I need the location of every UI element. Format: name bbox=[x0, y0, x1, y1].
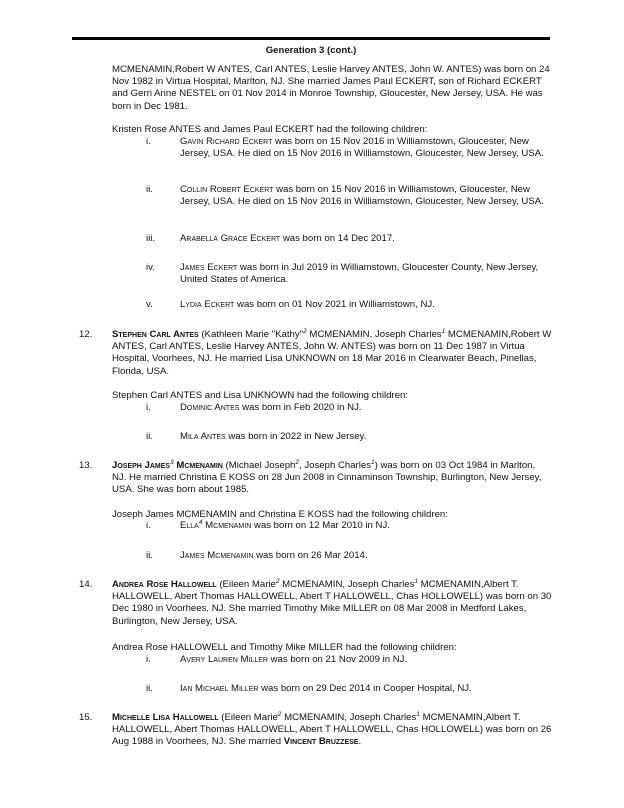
entry-text: ) was born on 03 Oct 1984 in Marlton, NJ. He married Christina E KOSS on 28 Jun 2008 in Cinnaminson Township, Burlington, New Jersey, USA. She was born about 1985. bbox=[112, 460, 542, 496]
child-item bbox=[180, 654, 552, 666]
generation-sup: 4 bbox=[198, 519, 203, 526]
child-text: was born on 26 Mar 2014. bbox=[253, 550, 368, 561]
child-surname: Mcmenamin bbox=[202, 520, 252, 531]
child-text: was born on 21 Nov 2009 in NJ. bbox=[267, 654, 408, 665]
entry-14-children-intro: Andrea Rose HALLOWELL and Timothy Mike MILLER had the following children: bbox=[112, 642, 457, 653]
child-text: was born on 29 Dec 2014 in Cooper Hospital, NJ. bbox=[258, 683, 472, 694]
entry-number: 14. bbox=[79, 579, 93, 590]
child-text: was born on 14 Dec 2017. bbox=[280, 233, 395, 244]
child-roman: iv. bbox=[146, 262, 155, 273]
entry-11-children-intro: Kristen Rose ANTES and James Paul ECKERT had the following children: bbox=[112, 124, 428, 135]
entry-number: 12. bbox=[79, 329, 93, 340]
entry-text: (Eileen Marie bbox=[218, 712, 278, 723]
child-name: James Eckert bbox=[180, 262, 238, 273]
generation-sup: 1 bbox=[441, 328, 446, 335]
entry-text: , Joseph Charles bbox=[299, 460, 372, 471]
generation-sup: 1 bbox=[371, 459, 375, 466]
entry-11-continued-text: MCMENAMIN,Robert W ANTES, Carl ANTES, Leslie Harvey ANTES, John W. ANTES) was born on 24 Nov 1982 in Virtua Hospital, Marlton, NJ. She married James Paul ECKERT, son of Richard ECKERT and Gerri Anne NESTEL on 01 Nov 2014 in Monroe Township, Gloucester, New Jersey, USA. He was born in Dec 1981. bbox=[112, 64, 550, 112]
child-name: Ella bbox=[180, 520, 199, 531]
child-roman: i. bbox=[146, 520, 151, 531]
entry-text: MCMENAMIN, Joseph Charles bbox=[281, 712, 417, 723]
entry-text: MCMENAMIN, Joseph Charles bbox=[306, 329, 442, 340]
child-text: was born on 15 Nov 2016 in Williamstown, Gloucester, New Jersey, USA. He died on 15 Nov 2016 in Williamstown, Gloucester, New Jersey, USA. bbox=[180, 184, 544, 208]
child-name: Lydia Eckert bbox=[180, 299, 235, 310]
child-text: was born on 01 Nov 2021 in Williamstown, NJ. bbox=[234, 299, 435, 310]
child-item bbox=[180, 402, 552, 414]
child-roman: iii. bbox=[146, 233, 156, 244]
child-text: was born on 15 Nov 2016 in Williamstown, Gloucester, New Jersey, USA. He died on 15 Nov 2016 in Williamstown, Gloucester, New Jersey, USA. bbox=[180, 136, 544, 160]
child-name: Ian Michael Miller bbox=[180, 683, 259, 694]
child-item bbox=[180, 136, 552, 160]
generation-sup: 2 bbox=[295, 459, 300, 466]
child-roman: ii. bbox=[146, 184, 153, 195]
child-roman: i. bbox=[146, 402, 151, 413]
person-name: Michelle Lisa Hallowell bbox=[112, 712, 219, 723]
person-surname: Mcmenamin bbox=[173, 460, 223, 471]
child-roman: v. bbox=[146, 299, 153, 310]
generation-sup: 1 bbox=[414, 578, 418, 585]
entry-12-text bbox=[112, 329, 552, 378]
entry-text: (Kathleen Marie "Kathy" bbox=[198, 329, 304, 340]
entry-number: 13. bbox=[79, 460, 93, 471]
person-name: Andrea Rose Hallowell bbox=[112, 579, 217, 590]
entry-12-children-intro: Stephen Carl ANTES and Lisa UNKNOWN had the following children: bbox=[112, 390, 408, 401]
child-item bbox=[180, 262, 552, 286]
child-item bbox=[180, 431, 552, 443]
child-name: James Mcmenamin bbox=[180, 550, 254, 561]
child-item bbox=[180, 299, 552, 311]
entry-text: MCMENAMIN,Albert T. HALLOWELL, Abert Thomas HALLOWELL, Abert T HALLOWELL, Chas HOLLOWELL) was born on 30 Dec 1980 in Voorhees, NJ. She married Timothy Mike MILLER on 08 Mar 2008 in Medford Lakes, Burlington, New Jersey, USA. bbox=[112, 579, 552, 627]
child-text: was born in Jul 2019 in Williamstown, Gloucester County, New Jersey, United States of America. bbox=[180, 262, 539, 286]
entry-text: . bbox=[358, 736, 362, 748]
entry-15-text bbox=[112, 712, 552, 749]
child-roman: i. bbox=[146, 654, 151, 665]
child-roman: ii. bbox=[146, 683, 153, 694]
child-text: was born in 2022 in New Jersey. bbox=[225, 431, 367, 442]
generation-sup: 2 bbox=[303, 328, 307, 335]
child-item bbox=[180, 550, 552, 562]
child-roman: ii. bbox=[146, 550, 153, 561]
child-name: Mila Antes bbox=[180, 431, 226, 442]
child-item bbox=[180, 233, 552, 245]
child-roman: ii. bbox=[146, 431, 153, 442]
generation-sup: 2 bbox=[277, 711, 282, 718]
spouse-name: Vincent Bruzzese bbox=[283, 736, 359, 748]
child-roman: i. bbox=[146, 136, 151, 147]
child-name: Collin Robert Eckert bbox=[180, 184, 274, 195]
entry-number: 15. bbox=[79, 712, 93, 723]
child-name: Dominic Antes bbox=[180, 402, 240, 413]
header-rule bbox=[72, 37, 550, 40]
child-item bbox=[180, 520, 552, 532]
person-name: Stephen Carl Antes bbox=[112, 329, 199, 340]
child-text: was born on 12 Mar 2010 in NJ. bbox=[251, 520, 390, 531]
page-title: Generation 3 (cont.) bbox=[265, 45, 357, 56]
child-name: Gavin Richard Eckert bbox=[180, 136, 273, 147]
child-item bbox=[180, 184, 552, 208]
generation-sup: 3 bbox=[170, 459, 174, 466]
entry-13-text bbox=[112, 460, 552, 497]
child-item bbox=[180, 683, 552, 695]
person-name: Joseph James bbox=[112, 460, 171, 471]
entry-text: (Eileen Marie bbox=[216, 579, 276, 590]
child-name: Avery Lauren Miller bbox=[180, 654, 268, 665]
generation-sup: 1 bbox=[416, 711, 420, 718]
generation-sup: 2 bbox=[275, 578, 280, 585]
child-name: Arabella Grace Eckert bbox=[180, 233, 281, 244]
entry-14-text bbox=[112, 579, 552, 628]
entry-text: (Michael Joseph bbox=[222, 460, 296, 471]
child-text: was born in Feb 2020 in NJ. bbox=[239, 402, 362, 413]
entry-text: MCMENAMIN, Joseph Charles bbox=[279, 579, 415, 590]
entry-text: MCMENAMIN,Robert W ANTES, Carl ANTES, Leslie Harvey ANTES, John W. ANTES) was born on 11 Dec 1987 in Virtua Hospital, Voorhees, NJ. He married Lisa UNKNOWN on 18 Mar 2016 in Clearwater Beach, Pinellas, Florida, USA. bbox=[112, 329, 552, 377]
entry-13-children-intro: Joseph James MCMENAMIN and Christina E KOSS had the following children: bbox=[112, 509, 448, 520]
entry-text: MCMENAMIN,Albert T. HALLOWELL, Abert Thomas HALLOWELL, Abert T HALLOWELL, Chas HOLLOWELL) was born on 26 Aug 1988 in Voorhees, NJ. She married bbox=[112, 712, 552, 748]
